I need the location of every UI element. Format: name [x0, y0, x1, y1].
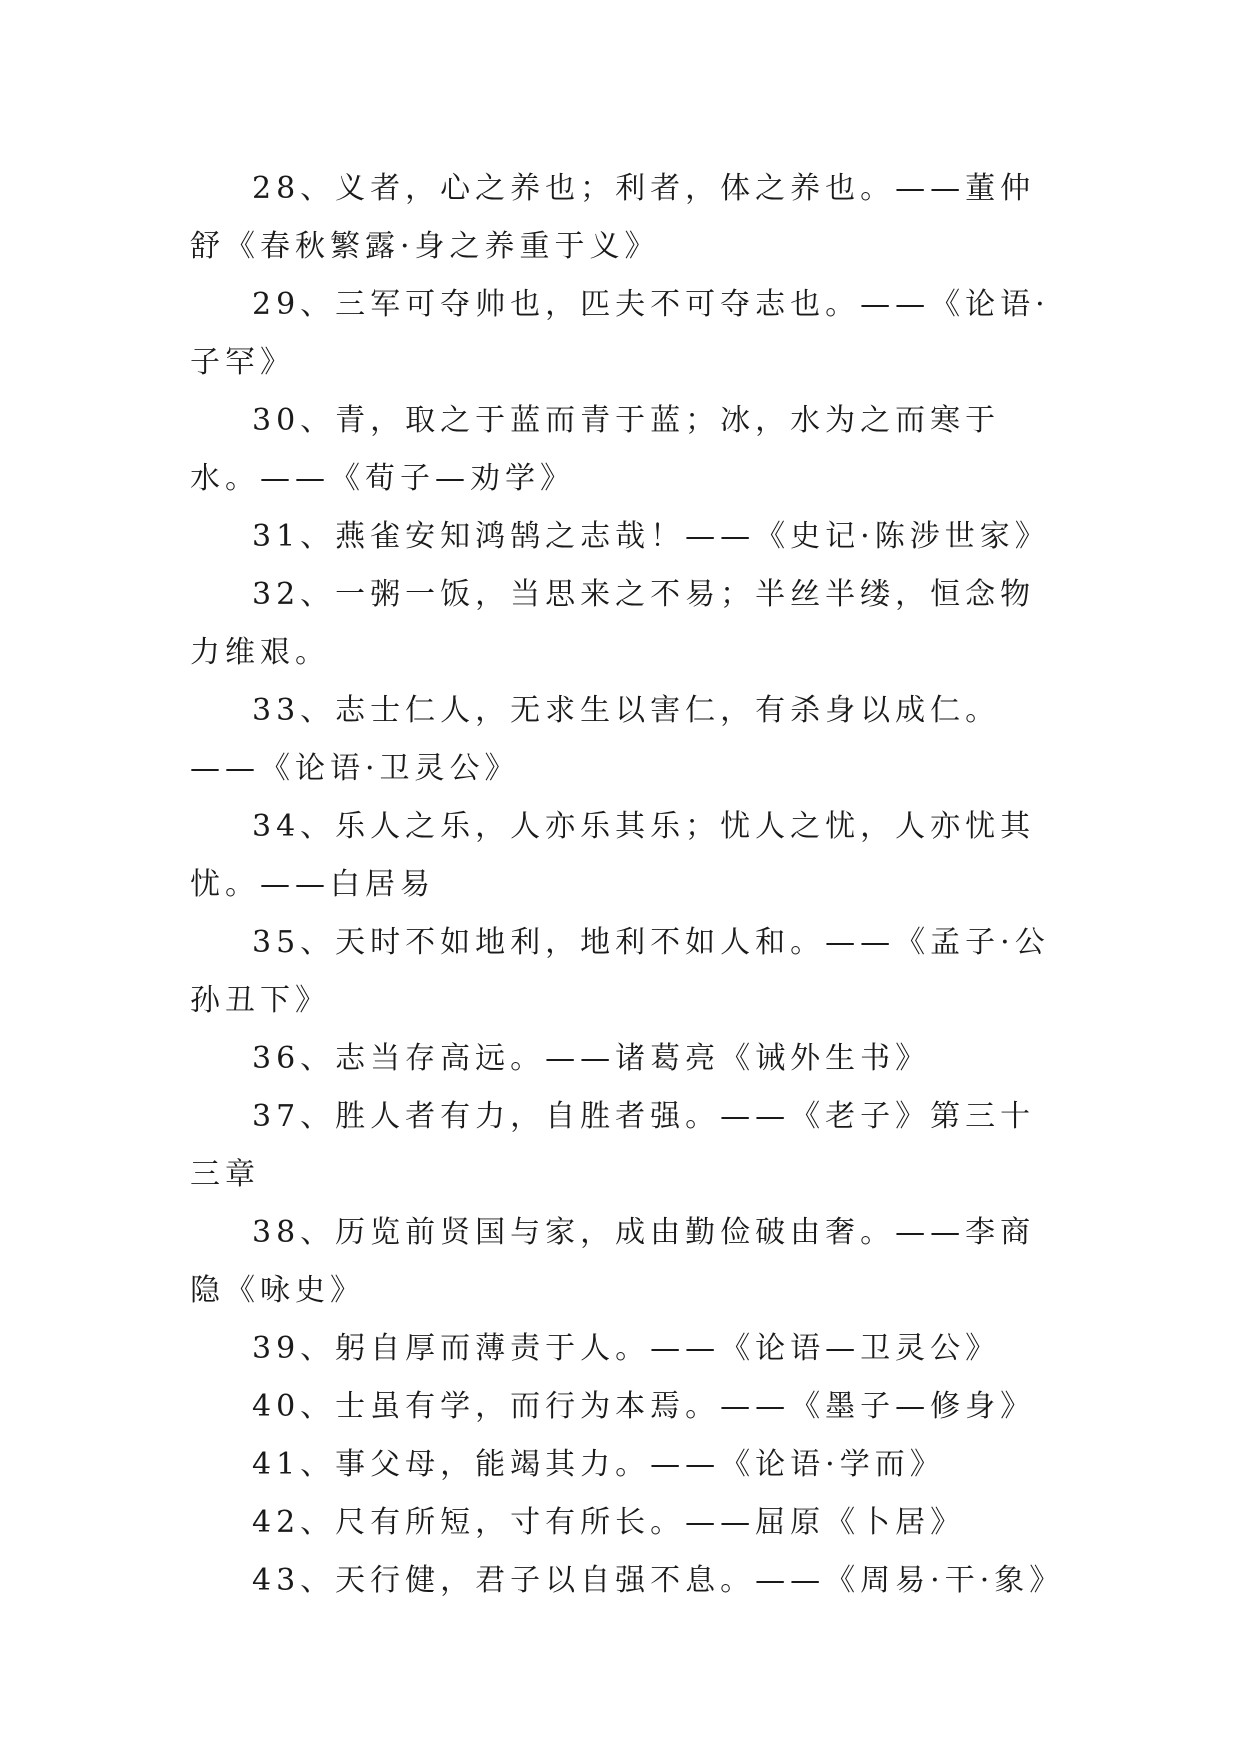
quote-list [190, 160, 1065, 1610]
quote-item: 38、历览前贤国与家，成由勤俭破由奢。——李商隐《咏史》 [190, 1215, 1036, 1308]
quote-item: 43、天行健，君子以自强不息。——《周易·干·象》 [252, 1563, 1065, 1598]
quote-item: 29、三军可夺帅也，匹夫不可夺志也。——《论语·子罕》 [190, 287, 1050, 380]
quote-item: 36、志当存高远。——诸葛亮《诫外生书》 [252, 1041, 931, 1076]
quote-item: 37、胜人者有力，自胜者强。——《老子》第三十三章 [190, 1099, 1036, 1192]
quote-item: 39、躬自厚而薄责于人。——《论语—卫灵公》 [252, 1331, 1001, 1366]
quote-item: 30、青，取之于蓝而青于蓝；冰，水为之而寒于水。——《荀子—劝学》 [190, 403, 1001, 496]
quote-item: 41、事父母，能竭其力。——《论语·学而》 [252, 1447, 945, 1482]
quote-item: 40、士虽有学，而行为本焉。——《墨子—修身》 [252, 1389, 1036, 1424]
quote-item: 33、志士仁人，无求生以害仁，有杀身以成仁。——《论语·卫灵公》 [190, 693, 1001, 786]
quote-item: 31、燕雀安知鸿鹄之志哉！——《史记·陈涉世家》 [252, 519, 1050, 554]
quote-item: 42、尺有所短，寸有所长。——屈原《卜居》 [252, 1505, 966, 1540]
quote-item: 32、一粥一饭，当思来之不易；半丝半缕，恒念物力维艰。 [190, 577, 1036, 670]
quote-item: 34、乐人之乐，人亦乐其乐；忧人之忧，人亦忧其忧。——白居易 [190, 809, 1036, 902]
quote-item: 28、义者，心之养也；利者，体之养也。——董仲舒《春秋繁露·身之养重于义》 [190, 171, 1036, 264]
quote-item: 35、天时不如地利，地利不如人和。——《孟子·公孙丑下》 [190, 925, 1050, 1018]
